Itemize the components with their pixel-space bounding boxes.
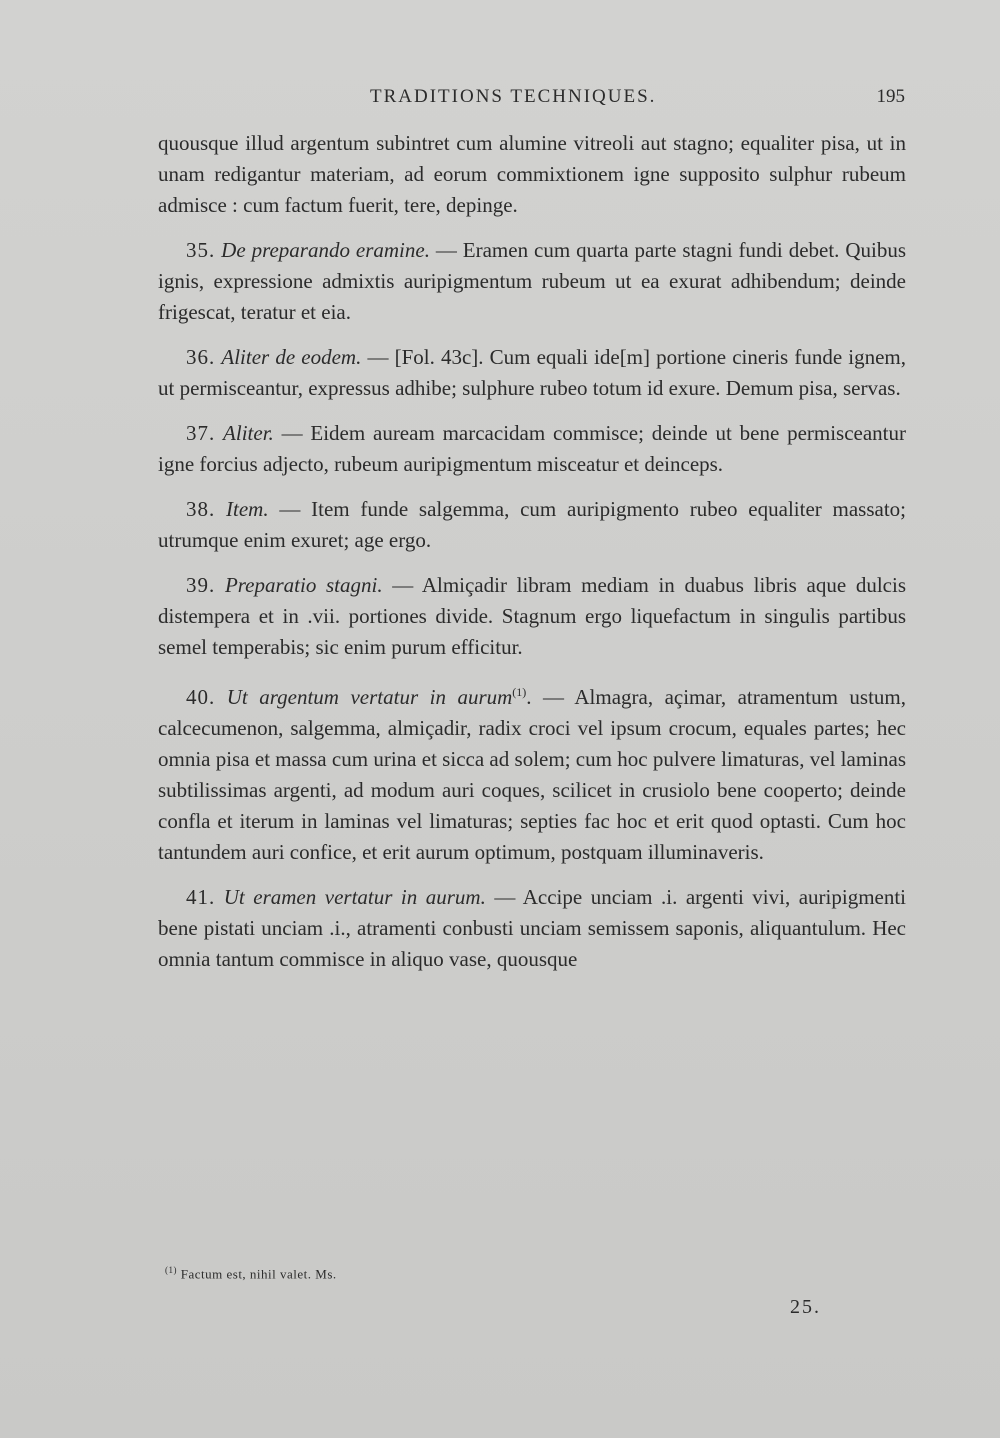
paragraph-title: Ut eramen vertatur in aurum. — [223, 885, 486, 909]
paragraph-number: 41. — [186, 885, 216, 909]
paragraph-number: 40. — [186, 685, 216, 709]
paragraph-title: Preparatio stagni. — [224, 573, 383, 597]
paragraph-35 — [158, 235, 906, 328]
paragraph-text: — Eramen cum quarta parte stagni fundi debet. Quibus ignis, expressione admixtis auripigmentum rubeum ut ea exurat adhibendum; deinde frigescat, teratur et eia. — [158, 238, 907, 324]
paragraph-number: 35. — [186, 238, 216, 262]
paragraph-41 — [158, 882, 906, 975]
footnote-text: Factum est, nihil valet. Ms. — [180, 1266, 337, 1282]
paragraph-title: De preparando eramine. — [221, 238, 430, 262]
paragraph-number: 38. — [186, 497, 216, 521]
paragraph-text: — Accipe unciam .i. argenti vivi, auripigmenti bene pistati unciam .i., atramenti conbusti unciam semissem saponis, aliquantulum. Hec omnia tantum commisce in aliquo vase, quousque — [158, 885, 907, 971]
paragraph-text: — Eidem auream marcacidam commisce; deinde ut bene permisceantur igne forcius adjecto, rubeum auripigmentum misceatur et deinceps. — [158, 421, 907, 476]
paragraph-36 — [158, 342, 906, 404]
paragraph-number: 36. — [186, 345, 216, 369]
footnote-reference: (1) — [512, 685, 527, 699]
running-header — [160, 86, 905, 116]
paragraph-text: — Item funde salgemma, cum auripigmento rubeo equaliter massato; utrumque enim exuret; age ergo. — [158, 497, 907, 552]
paragraph-text: . — Almagra, açimar, atramentum ustum, calcecumenon, salgemma, almiçadir, radix croci vel ipsum crocum, equales partes; hec omnia pisa et massa cum urina et sicca ad solem; cum hoc pulvere limaturas, vel laminas subtilissimas argenti, ad modum auri coques, scilicet in crusiolo bene cooperto; deinde confla et iterum in laminas vel limaturas; septies fac hoc et erit quod optasti. Cum hoc tantundem auri confice, et erit aurum optimum, postquam illuminaveris. — [158, 685, 906, 864]
paragraph-38 — [158, 494, 906, 556]
paragraph-title: Aliter. — [223, 421, 274, 445]
paragraph-text: quousque illud argentum subintret cum alumine vitreoli aut stagno; equaliter pisa, ut in unam redigantur materiam, ad eorum commixtionem igne supposito sulphur rubeum admisce : cum factum fuerit, tere, depinge. — [158, 131, 906, 217]
paragraph-number: 37. — [186, 421, 216, 445]
running-title: TRADITIONS TECHNIQUES. — [370, 86, 657, 107]
footnote — [165, 1265, 665, 1282]
paragraph-39 — [158, 570, 906, 663]
paragraph-title: Ut argentum vertatur in aurum — [226, 685, 513, 709]
footnote-mark: (1) — [165, 1265, 177, 1275]
paragraph-text: — [Fol. 43c]. Cum equali ide[m] portione cineris funde ignem, ut permisceantur, expressus adhibe; sulphure rubeo totum id exure. Demum pisa, servas. — [158, 345, 907, 400]
text-body — [158, 128, 906, 975]
paragraph-number: 39. — [186, 573, 216, 597]
paragraph-continuation — [158, 128, 906, 221]
paragraph-37 — [158, 418, 906, 480]
paragraph-40 — [158, 677, 906, 868]
page-number: 195 — [876, 86, 905, 107]
paragraph-title: Aliter de eodem. — [221, 345, 362, 369]
paragraph-title: Item. — [226, 497, 269, 521]
paragraph-text: — Almiçadir libram mediam in duabus libris aque dulcis distempera et in .vii. portiones divide. Stagnum ergo liquefactum in singulis partibus semel temperabis; sic enim purum efficitur. — [158, 573, 907, 659]
signature-mark: 25. — [790, 1296, 821, 1318]
